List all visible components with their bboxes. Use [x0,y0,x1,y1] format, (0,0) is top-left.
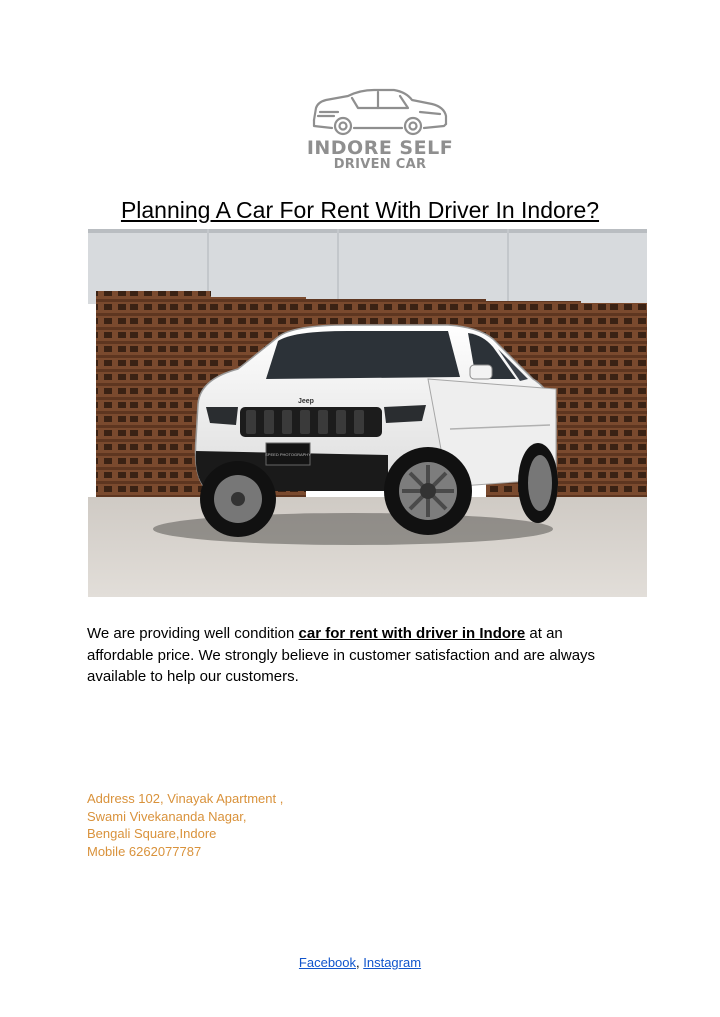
social-links [0,955,720,970]
page-title: Planning A Car For Rent With Driver In Indore? [120,197,600,223]
facebook-link[interactable]: Facebook [298,955,357,970]
logo-text-line1: INDORE SELF [306,137,454,159]
car-logo-icon [308,86,452,136]
mobile-number: Mobile 6262077787 [87,843,202,859]
intro-paragraph [87,623,632,688]
intro-text-before: We are providing well condition [87,625,299,642]
car-photo [88,229,647,597]
brand-logo [300,86,460,178]
logo-text-line2: DRIVEN CAR [333,157,427,172]
license-plate: SPEED PHOTOGRAPHY [265,452,311,457]
address-line: Bengali Square,Indore [87,826,217,841]
intro-text-after: at an affordable price. We strongly believe in customer satisfaction and are always available to help our customers. [87,625,596,685]
jeep-badge: Jeep [298,398,314,405]
address-block [87,790,283,860]
social-separator: , [356,955,364,970]
car-rent-link[interactable]: car for rent with driver in Indore [298,625,526,642]
address-line: Swami Vivekananda Nagar, [87,808,247,824]
address-line: Address 102, Vinayak Apartment , [87,791,284,806]
instagram-link[interactable]: Instagram [363,955,422,970]
